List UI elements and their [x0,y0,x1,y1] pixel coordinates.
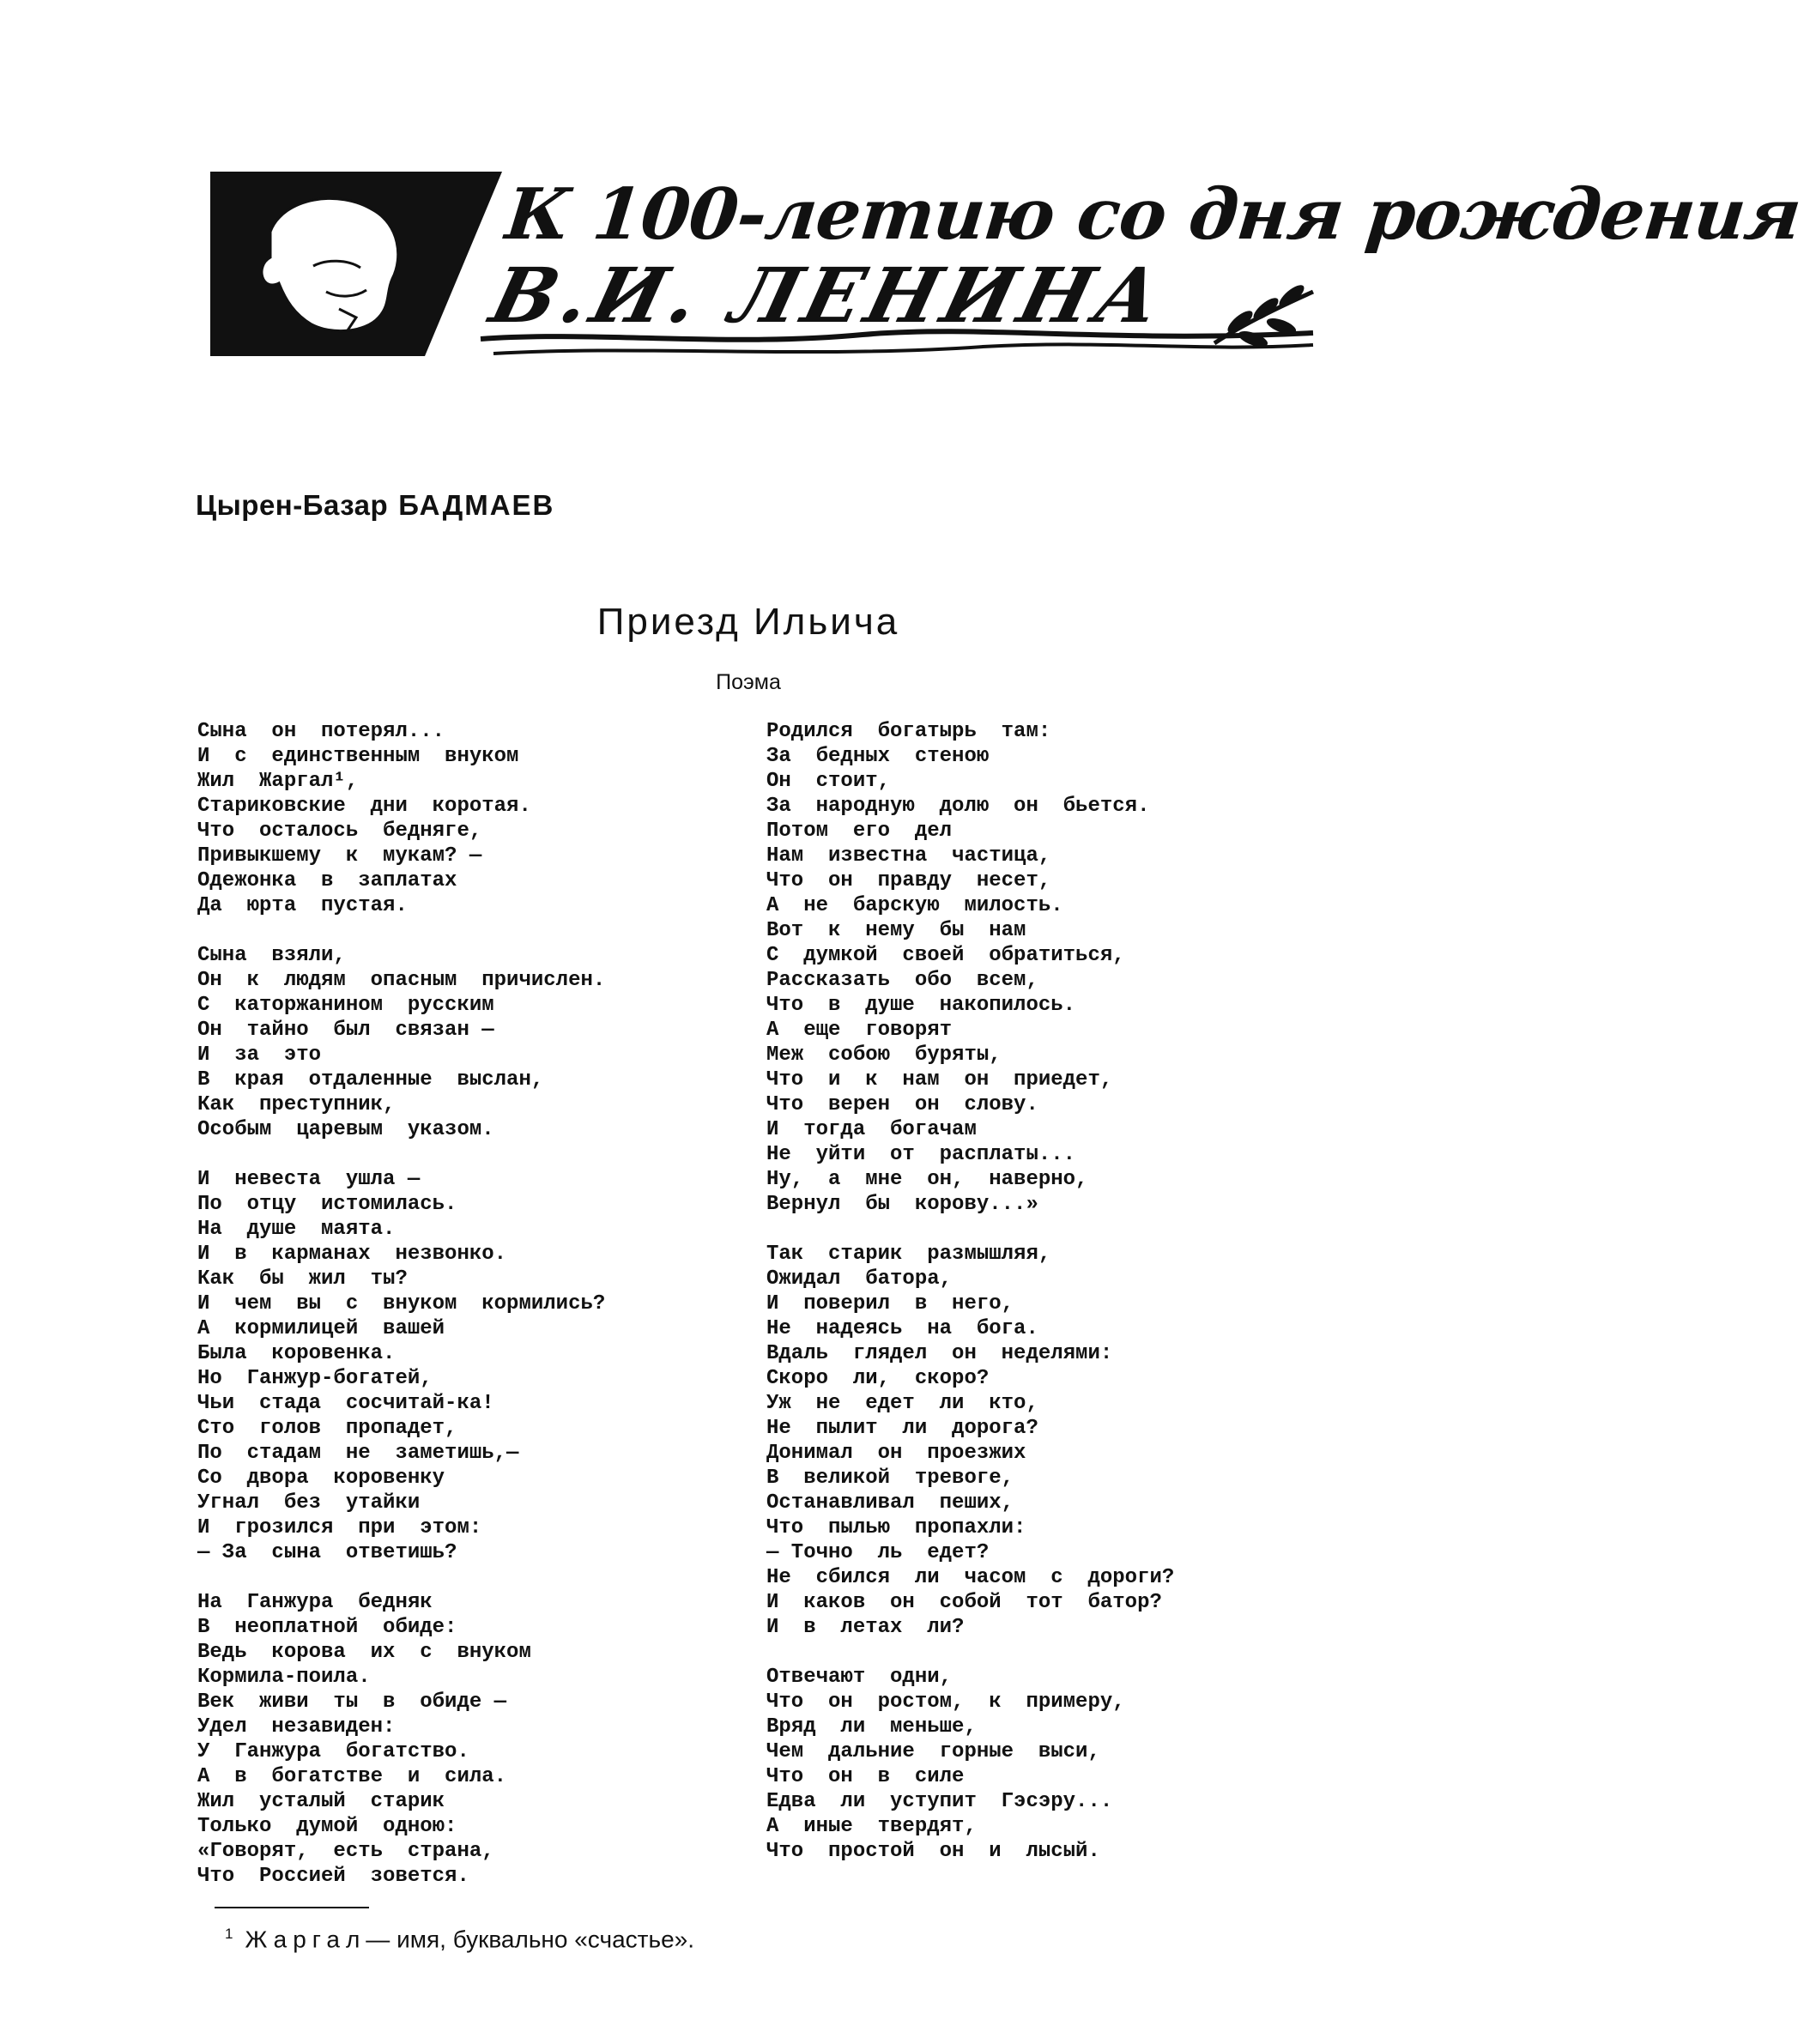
verse-line: Рассказать обо всем, [766,969,1038,992]
verse-line: И невеста ушла — [197,1168,421,1191]
verse-line: На душе маята. [197,1218,396,1241]
verse-line: Угнал без утайки [197,1491,421,1515]
verse-line: Привыкшему к мукам? — [197,844,482,868]
verse-line: Со двора коровенку [197,1466,445,1490]
verse-line: Что Россией зовется. [197,1865,469,1888]
verse-line: Век живи ты в обиде — [197,1690,507,1714]
verse-line: И грозился при этом: [197,1516,482,1539]
verse-line: В края отдаленные выслан, [197,1068,544,1092]
verse-line: Только думой одною: [197,1815,457,1838]
verse-line: Нам известна частица, [766,844,1051,868]
verse-line: Кормила-поила. [197,1666,371,1689]
footnote [225,1926,694,1953]
poem-title: Приезд Ильича [596,601,900,643]
author-first-name: Цырен-Базар [196,489,389,521]
footnote-term: Жаргал [245,1926,366,1953]
left-column [197,719,605,1914]
verse-line: Сына взяли, [197,944,346,967]
verse-line: Меж собою буряты, [766,1043,1002,1067]
author-surname: БАДМАЕВ [398,489,555,521]
footnote-text: — имя, буквально «счастье». [366,1926,694,1953]
verse-line: Да юрта пустая. [197,894,408,917]
verse-line: Что простой он и лысый. [766,1840,1100,1863]
verse-line: Сто голов пропадет, [197,1417,457,1440]
verse-line: А не барскую милость. [766,894,1063,917]
verse-line: Ожидал батора, [766,1267,953,1291]
verse-line: Ну, а мне он, наверно, [766,1168,1088,1191]
verse-line: В великой тревоге, [766,1466,1014,1490]
poem-subtitle: Поэма [716,670,781,694]
banner-title-line1: К 100-летию со дня рождения [501,173,1804,256]
verse-line: И тогда богачам [766,1118,977,1141]
verse-line: Едва ли уступит Гэсэру... [766,1790,1113,1813]
stanza [197,1167,605,1565]
verse-line: И в летах ли? [766,1616,965,1639]
verse-line: Одежонка в заплатах [197,869,457,892]
verse-line: Чем дальние горные выси, [766,1740,1100,1763]
right-column [766,719,1174,1889]
verse-line: Что в душе накопилось. [766,994,1076,1017]
verse-line: Что верен он слову. [766,1093,1038,1116]
stanza [766,1242,1174,1640]
verse-line: Не надеясь на бога. [766,1317,1038,1340]
verse-line: И за это [197,1043,322,1067]
verse-line: А в богатстве и сила. [197,1765,507,1788]
verse-line: Он тайно был связан — [197,1019,494,1042]
verse-line: Стариковские дни коротая. [197,795,531,818]
verse-line: Так старик размышляя, [766,1243,1051,1266]
verse-line: Вернул бы корову...» [766,1193,1038,1216]
verse-line: Ведь корова их с внуком [197,1641,531,1664]
verse-line: Но Ганжур-богатей, [197,1367,433,1390]
verse-line: В неоплатной обиде: [197,1616,457,1639]
verse-line: Что он ростом, к примеру, [766,1690,1125,1714]
verse-line: Скоро ли, скоро? [766,1367,990,1390]
verse-line: Вдаль глядел он неделями: [766,1342,1113,1365]
verse-line: — За сына ответишь? [197,1541,457,1564]
verse-line: Не пылит ли дорога? [766,1417,1038,1440]
verse-line: Особым царевым указом. [197,1118,494,1141]
stanza [197,1590,605,1889]
verse-line: Как бы жил ты? [197,1267,408,1291]
verse-line: — Точно ль едет? [766,1541,990,1564]
verse-line: Как преступник, [197,1093,396,1116]
verse-line: Родился богатырь там: [766,720,1051,743]
verse-line: Жил усталый старик [197,1790,445,1813]
anniversary-banner [210,163,1804,365]
author-name [196,489,554,522]
verse-line: Что он в силе [766,1765,965,1788]
verse-line: Не сбился ли часом с дороги? [766,1566,1175,1589]
verse-line: А иные твердят, [766,1815,977,1838]
verse-line: «Говорят, есть страна, [197,1840,494,1863]
verse-line: Вот к нему бы нам [766,919,1026,942]
verse-line: Донимал он проезжих [766,1442,1026,1465]
verse-line: А еще говорят [766,1019,953,1042]
verse-line: И каков он собой тот батор? [766,1591,1162,1614]
verse-line: Не уйти от расплаты... [766,1143,1076,1166]
verse-line: Была коровенка. [197,1342,396,1365]
verse-line: Жил Жаргал¹, [197,770,359,793]
verse-line: Он к людям опасным причислен. [197,969,606,992]
verse-line: С думкой своей обратиться, [766,944,1125,967]
ribbon-line-2 [493,344,1313,354]
verse-line: За бедных стеною [766,745,990,768]
verse-line: А кормилицей вашей [197,1317,445,1340]
verse-line: За народную долю он бьется. [766,795,1150,818]
verse-line: По стадам не заметишь,— [197,1442,519,1465]
verse-line: Отвечают одни, [766,1666,953,1689]
footnote-mark: 1 [225,1926,233,1942]
verse-line: Сына он потерял... [197,720,445,743]
verse-line: Чьи стада сосчитай-ка! [197,1392,494,1415]
verse-line: И в карманах незвонко. [197,1243,507,1266]
verse-line: По отцу истомилась. [197,1193,457,1216]
verse-line: На Ганжура бедняк [197,1591,433,1614]
verse-line: Вряд ли меньше, [766,1715,977,1739]
stanza [197,943,605,1142]
verse-line: Что осталось бедняге, [197,819,482,843]
verse-line: Что пылью пропахли: [766,1516,1026,1539]
verse-line: И поверил в него, [766,1292,1014,1315]
verse-line: Потом его дел [766,819,953,843]
laurel-branch-icon [1214,281,1313,350]
footnote-divider [215,1907,369,1908]
verse-line: Что и к нам он приедет, [766,1068,1113,1092]
stanza [766,719,1174,1217]
verse-line: И чем вы с внуком кормились? [197,1292,606,1315]
stanza [766,1665,1174,1864]
verse-line: Удел незавиден: [197,1715,396,1739]
verse-line: Что он правду несет, [766,869,1051,892]
verse-line: Он стоит, [766,770,891,793]
stanza [197,719,605,918]
verse-line: Останавливал пеших, [766,1491,1014,1515]
verse-line: Уж не едет ли кто, [766,1392,1038,1415]
verse-line: У Ганжура богатство. [197,1740,469,1763]
verse-line: С каторжанином русским [197,994,494,1017]
banner-title-line2: В.И. ЛЕНИНА [482,251,1176,340]
verse-line: И с единственным внуком [197,745,519,768]
